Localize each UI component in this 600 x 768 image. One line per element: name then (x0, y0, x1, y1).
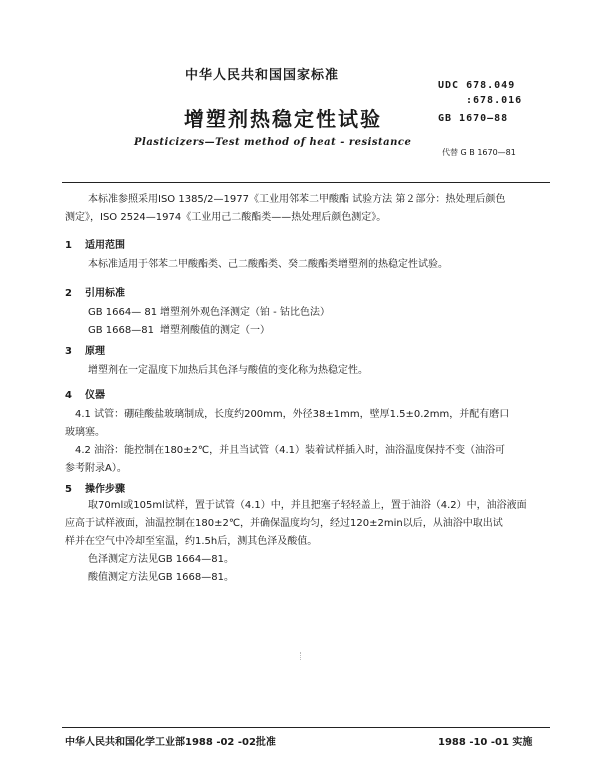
principle-text: 增塑剂在一定温度下加热后其色泽与酸值的变化称为热稳定性。 (88, 365, 368, 376)
section-title: 操作步骤 (85, 484, 125, 495)
section-heading-scope (65, 236, 125, 251)
apparatus-item-1-line-2: 玻璃塞。 (65, 427, 105, 438)
udc-code-line1: UDC 678.049 (438, 80, 516, 91)
reference-name: 增塑剂外观色泽测定（铂 - 钴比色法） (160, 307, 330, 318)
english-title: Plasticizers—Test method of heat - resistance (134, 137, 412, 148)
apparatus-item-1-line-1: 4.1 试管：硼硅酸盐玻璃制成，长度约200mm，外径38±1mm，壁厚1.5±0.2mm，并配有磨口 (75, 409, 510, 420)
reference-name: 增塑剂酸值的测定（一） (160, 325, 270, 336)
procedure-line-3: 样并在空气中冷却至室温，约1.5h后，测其色泽及酸值。 (65, 536, 318, 547)
udc-code-line2: :678.016 (466, 95, 523, 106)
reference-item (88, 304, 330, 322)
section-number: 5 (65, 484, 72, 495)
apparatus-item-2-line-1: 4.2 油浴：能控制在180±2℃，并且当试管（4.1）装着试样插入时，油浴温度保持不变（油浴可 (75, 445, 506, 456)
approval-note: 中华人民共和国化学工业部1988 -02 -02批准 (65, 737, 276, 748)
section-title: 仪器 (85, 390, 105, 401)
section-heading-procedure (65, 480, 125, 495)
footer-rule (62, 727, 550, 728)
standard-name: 中华人民共和国国家标准 (185, 68, 340, 83)
reference-code: GB 1668—81 (88, 325, 154, 336)
procedure-line-4: 色泽测定方法见GB 1664—81。 (88, 554, 234, 565)
intro-line-2: 测定》，ISO 2524—1974《工业用己二酸酯类——热处理后颜色测定》。 (65, 212, 387, 223)
section-heading-references (65, 284, 125, 299)
section-number: 2 (65, 288, 72, 299)
intro-line-1: 本标准参照采用ISO 1385/2—1977《工业用邻苯二甲酸酯 试验方法 第２部分：热处理后颜色 (88, 194, 506, 205)
section-heading-apparatus (65, 386, 105, 401)
reference-code: GB 1664— 81 (88, 307, 158, 318)
procedure-line-1: 取70ml或105ml试样，置于试管（4.1）中，并且把塞子轻轻盖上，置于油浴（4.2）中，油浴液面 (88, 500, 527, 511)
reference-item (88, 322, 270, 340)
section-title: 适用范围 (85, 240, 125, 251)
gb-number: GB 1670—88 (438, 113, 509, 124)
apparatus-item-2-line-2: 参考附录A）。 (65, 463, 127, 474)
scope-text: 本标准适用于邻苯二甲酸酯类、己二酸酯类、癸二酸酯类增塑剂的热稳定性试验。 (88, 259, 448, 270)
section-number: 3 (65, 346, 72, 357)
document-title: 增塑剂热稳定性试验 (184, 107, 382, 131)
scan-mark (300, 652, 303, 660)
section-number: 4 (65, 390, 72, 401)
procedure-line-5: 酸值测定方法见GB 1668—81。 (88, 572, 234, 583)
section-number: 1 (65, 240, 72, 251)
implementation-date: 1988 -10 -01 实施 (438, 737, 533, 748)
replaces-note: 代替 G B 1670—81 (442, 148, 516, 157)
section-title: 引用标准 (85, 288, 125, 299)
section-heading-principle (65, 342, 105, 357)
procedure-line-2: 应高于试样液面，油温控制在180±2℃，并确保温度均匀，经过120±2min以后，从油浴中取出试 (65, 518, 503, 529)
section-title: 原理 (85, 346, 105, 357)
header-rule (62, 182, 550, 183)
